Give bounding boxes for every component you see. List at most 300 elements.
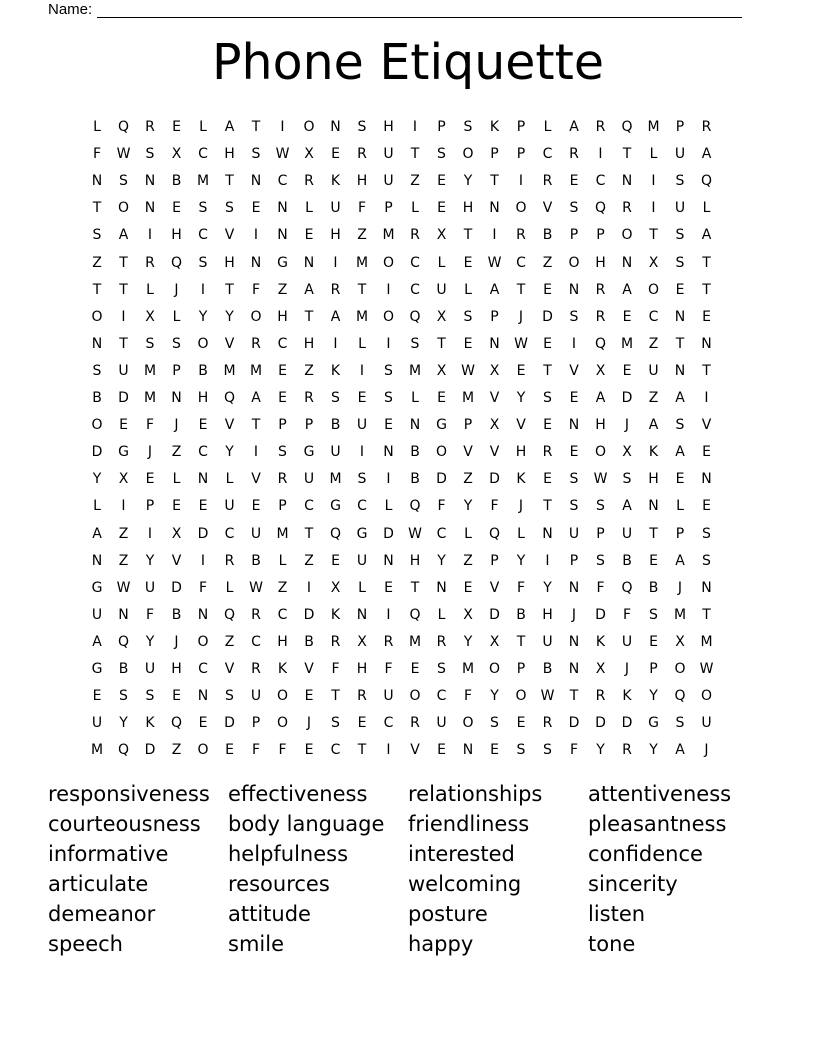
grid-letter[interactable]: T [357,281,367,298]
grid-letter[interactable]: K [145,715,155,732]
grid-letter[interactable]: E [702,498,711,515]
grid-letter[interactable]: P [437,119,446,135]
grid-letter[interactable]: Z [542,254,553,271]
grid-letter[interactable]: T [649,525,658,542]
grid-letter[interactable]: Y [596,742,605,759]
grid-letter[interactable]: S [145,146,155,163]
grid-letter[interactable]: O [197,742,209,759]
grid-letter[interactable]: J [174,417,179,434]
grid-letter[interactable]: E [410,661,420,677]
grid-letter[interactable]: R [595,281,606,298]
grid-letter[interactable]: U [621,633,633,650]
grid-letter[interactable]: R [251,606,261,623]
grid-letter[interactable]: O [515,200,527,217]
grid-letter[interactable]: D [542,308,553,325]
grid-letter[interactable]: R [357,688,367,705]
grid-letter[interactable]: T [225,173,234,190]
grid-letter[interactable]: B [330,417,341,434]
grid-letter[interactable]: E [119,417,128,434]
grid-letter[interactable]: H [224,146,235,163]
grid-letter[interactable]: S [357,471,367,488]
grid-letter[interactable]: L [93,119,101,135]
grid-letter[interactable]: Q [700,173,713,190]
grid-letter[interactable]: E [172,119,181,135]
grid-letter[interactable]: E [198,417,208,434]
grid-letter[interactable]: U [674,200,686,217]
grid-letter[interactable]: V [489,579,500,596]
grid-letter[interactable]: P [596,525,605,542]
grid-letter[interactable]: X [489,633,500,650]
grid-letter[interactable]: F [596,579,605,596]
grid-letter[interactable]: T [92,200,102,217]
grid-letter[interactable]: X [436,308,447,325]
grid-letter[interactable]: A [92,633,102,650]
grid-letter[interactable]: L [278,552,287,569]
grid-letter[interactable]: E [357,715,367,732]
grid-letter[interactable]: J [174,281,179,298]
grid-letter[interactable]: U [303,471,315,488]
grid-letter[interactable]: A [304,281,314,298]
grid-letter[interactable]: D [595,606,606,623]
grid-letter[interactable]: I [306,579,312,596]
grid-letter[interactable]: I [598,146,603,163]
grid-letter[interactable]: Y [198,308,208,325]
grid-letter[interactable]: N [144,173,156,190]
grid-letter[interactable]: Q [674,688,686,705]
grid-letter[interactable]: B [92,390,102,406]
grid-letter[interactable]: T [702,606,711,623]
grid-letter[interactable]: N [648,498,659,515]
grid-letter[interactable]: C [198,146,208,163]
grid-letter[interactable]: V [516,417,526,434]
grid-letter[interactable]: L [543,119,552,135]
grid-letter[interactable]: M [329,471,342,488]
grid-letter[interactable]: S [675,227,685,244]
grid-letter[interactable]: I [333,335,338,352]
grid-letter[interactable]: E [145,471,155,488]
grid-letter[interactable]: U [118,362,129,379]
grid-letter[interactable]: I [359,444,365,461]
grid-letter[interactable]: R [436,633,447,650]
grid-letter[interactable]: U [356,552,368,569]
grid-letter[interactable]: T [649,227,658,244]
grid-letter[interactable]: S [675,715,685,732]
grid-letter[interactable]: O [647,281,660,298]
grid-letter[interactable]: H [356,661,368,677]
grid-letter[interactable]: M [143,390,157,406]
grid-letter[interactable]: V [251,471,261,488]
grid-letter[interactable]: A [675,742,685,759]
grid-letter[interactable]: I [280,119,285,135]
grid-letter[interactable]: S [384,362,393,379]
grid-letter[interactable]: X [171,146,182,163]
grid-letter[interactable]: F [251,742,261,759]
grid-letter[interactable]: I [386,335,391,352]
grid-letter[interactable]: U [436,715,447,732]
grid-letter[interactable]: D [197,525,209,542]
grid-letter[interactable]: Z [648,335,659,352]
grid-letter[interactable]: Q [621,119,633,135]
grid-letter[interactable]: A [648,417,659,434]
grid-letter[interactable]: A [489,281,500,298]
grid-letter[interactable]: T [304,525,314,542]
grid-letter[interactable]: R [622,742,632,759]
grid-letter[interactable]: M [461,661,475,677]
grid-letter[interactable]: H [595,417,606,434]
grid-letter[interactable]: J [677,579,683,596]
grid-letter[interactable]: V [224,661,235,677]
grid-letter[interactable]: N [489,335,500,352]
grid-letter[interactable]: N [701,471,712,488]
grid-letter[interactable]: T [569,688,579,705]
grid-letter[interactable]: R [383,633,394,650]
grid-letter[interactable]: D [595,715,606,732]
grid-letter[interactable]: F [145,606,155,623]
grid-letter[interactable]: E [569,390,579,406]
grid-letter[interactable]: Z [304,362,314,379]
grid-letter[interactable]: T [543,498,552,515]
grid-letter[interactable]: H [648,471,659,488]
grid-letter[interactable]: S [357,119,367,135]
grid-letter[interactable]: X [675,633,685,650]
grid-letter[interactable]: Q [117,742,130,759]
grid-letter[interactable]: C [198,227,208,244]
grid-letter[interactable]: N [436,579,447,596]
grid-letter[interactable]: T [516,633,526,650]
grid-letter[interactable]: N [303,254,315,271]
grid-letter[interactable]: N [568,633,580,650]
grid-letter[interactable]: T [357,742,367,759]
grid-letter[interactable]: Q [117,633,130,650]
grid-letter[interactable]: W [249,579,263,596]
grid-letter[interactable]: L [702,200,711,217]
grid-letter[interactable]: S [278,444,287,461]
grid-letter[interactable]: Z [171,444,182,461]
grid-letter[interactable]: Z [118,525,129,542]
grid-letter[interactable]: O [700,688,713,705]
grid-letter[interactable]: J [624,417,630,434]
grid-letter[interactable]: Q [223,606,236,623]
grid-letter[interactable]: Q [409,308,421,325]
grid-letter[interactable]: E [622,308,632,325]
grid-letter[interactable]: R [595,119,606,135]
grid-letter[interactable]: T [516,281,526,298]
grid-letter[interactable]: U [542,633,553,650]
grid-letter[interactable]: I [651,200,656,217]
grid-letter[interactable]: G [356,525,368,542]
grid-letter[interactable]: J [571,606,577,623]
grid-letter[interactable]: A [622,281,632,298]
grid-letter[interactable]: C [357,498,367,515]
grid-letter[interactable]: K [595,633,606,650]
grid-letter[interactable]: T [251,417,261,434]
grid-letter[interactable]: T [119,335,128,352]
grid-letter[interactable]: L [225,471,234,488]
grid-letter[interactable]: D [91,444,103,461]
grid-letter[interactable]: C [277,606,288,623]
grid-letter[interactable]: K [330,362,341,379]
grid-letter[interactable]: B [542,227,553,244]
grid-letter[interactable]: O [276,715,289,732]
grid-letter[interactable]: H [515,444,527,461]
grid-letter[interactable]: R [569,146,579,163]
grid-letter[interactable]: O [382,254,395,271]
grid-letter[interactable]: D [489,606,500,623]
grid-letter[interactable]: O [91,308,103,325]
grid-letter[interactable]: M [700,633,713,650]
grid-letter[interactable]: B [622,552,632,569]
grid-letter[interactable]: A [118,227,129,244]
grid-letter[interactable]: E [225,742,234,759]
grid-letter[interactable]: A [251,390,261,406]
grid-letter[interactable]: N [701,335,712,352]
grid-letter[interactable]: Y [225,444,234,461]
grid-letter[interactable]: R [410,715,420,732]
grid-letter[interactable]: C [516,254,526,271]
grid-letter[interactable]: P [304,417,314,434]
grid-letter[interactable]: H [409,552,421,569]
grid-letter[interactable]: O [197,633,209,650]
grid-letter[interactable]: J [624,661,630,677]
grid-letter[interactable]: H [224,254,235,271]
grid-letter[interactable]: P [278,417,287,434]
grid-letter[interactable]: V [463,444,473,461]
grid-letter[interactable]: T [410,579,420,596]
grid-letter[interactable]: X [622,444,632,461]
grid-letter[interactable]: D [621,715,633,732]
grid-letter[interactable]: L [93,498,101,515]
grid-letter[interactable]: Z [357,227,367,244]
grid-letter[interactable]: P [490,146,499,163]
grid-letter[interactable]: H [277,633,288,650]
grid-letter[interactable]: S [145,335,155,352]
grid-letter[interactable]: E [543,335,552,352]
grid-letter[interactable]: S [437,661,446,677]
grid-letter[interactable]: F [145,417,155,434]
grid-letter[interactable]: L [225,579,234,596]
grid-letter[interactable]: A [224,119,235,135]
grid-letter[interactable]: X [595,661,606,677]
grid-letter[interactable]: P [569,227,579,244]
grid-letter[interactable]: E [384,579,393,596]
grid-letter[interactable]: G [91,579,103,596]
grid-letter[interactable]: L [676,498,684,515]
grid-letter[interactable]: M [249,362,263,379]
grid-letter[interactable]: N [91,173,103,190]
grid-letter[interactable]: U [621,525,633,542]
grid-letter[interactable]: I [253,444,259,461]
grid-letter[interactable]: L [358,335,366,352]
grid-letter[interactable]: K [330,173,341,190]
grid-letter[interactable]: E [331,552,340,569]
grid-letter[interactable]: N [409,417,421,434]
grid-letter[interactable]: K [648,444,659,461]
grid-letter[interactable]: L [464,281,472,298]
grid-letter[interactable]: A [675,444,685,461]
grid-letter[interactable]: C [330,742,341,759]
grid-letter[interactable]: E [251,498,261,515]
grid-letter[interactable]: V [224,417,235,434]
grid-letter[interactable]: M [673,606,687,623]
grid-letter[interactable]: N [568,661,580,677]
grid-letter[interactable]: O [91,417,103,434]
grid-letter[interactable]: T [225,281,234,298]
grid-letter[interactable]: Q [409,498,421,515]
grid-letter[interactable]: Q [488,525,501,542]
grid-letter[interactable]: U [250,688,262,705]
grid-letter[interactable]: Z [463,552,473,569]
grid-letter[interactable]: E [384,417,393,434]
grid-letter[interactable]: V [542,200,553,217]
grid-letter[interactable]: R [595,688,606,705]
grid-letter[interactable]: P [490,552,499,569]
grid-letter[interactable]: P [251,715,261,732]
grid-letter[interactable]: L [411,200,419,217]
grid-letter[interactable]: F [569,742,579,759]
grid-letter[interactable]: Y [145,633,155,650]
grid-letter[interactable]: V [489,444,500,461]
grid-letter[interactable]: M [223,362,236,379]
grid-letter[interactable]: S [675,417,685,434]
grid-letter[interactable]: B [410,471,420,488]
grid-letter[interactable]: E [331,146,340,163]
grid-letter[interactable]: E [649,552,658,569]
grid-letter[interactable]: H [277,308,288,325]
grid-letter[interactable]: T [543,362,552,379]
grid-letter[interactable]: I [147,227,153,244]
grid-letter[interactable]: K [516,471,526,488]
grid-letter[interactable]: O [674,661,686,677]
grid-letter[interactable]: S [92,227,102,244]
grid-letter[interactable]: I [333,254,338,271]
grid-letter[interactable]: I [412,119,418,135]
grid-letter[interactable]: H [197,390,209,406]
grid-letter[interactable]: C [277,335,288,352]
grid-letter[interactable]: E [304,742,314,759]
grid-letter[interactable]: C [410,254,420,271]
grid-letter[interactable]: I [147,525,153,542]
grid-letter[interactable]: G [436,417,447,434]
grid-letter[interactable]: O [382,308,395,325]
grid-letter[interactable]: K [622,688,632,705]
grid-letter[interactable]: R [304,173,314,190]
grid-letter[interactable]: B [171,606,182,623]
grid-letter[interactable]: I [386,606,391,623]
grid-letter[interactable]: L [172,308,181,325]
grid-letter[interactable]: O [276,688,289,705]
grid-letter[interactable]: L [146,281,154,298]
grid-letter[interactable]: N [144,200,156,217]
grid-letter[interactable]: M [382,227,395,244]
grid-letter[interactable]: E [702,308,711,325]
grid-letter[interactable]: T [702,362,711,379]
grid-letter[interactable]: M [143,362,157,379]
grid-letter[interactable]: I [121,308,126,325]
grid-letter[interactable]: N [171,390,182,406]
grid-letter[interactable]: T [463,227,473,244]
grid-letter[interactable]: S [437,146,446,163]
grid-letter[interactable]: R [542,715,553,732]
grid-letter[interactable]: D [383,525,394,542]
grid-letter[interactable]: Y [145,552,155,569]
grid-letter[interactable]: X [436,362,447,379]
grid-letter[interactable]: G [118,444,129,461]
grid-letter[interactable]: M [196,173,210,190]
grid-letter[interactable]: E [278,390,287,406]
grid-letter[interactable]: H [330,227,341,244]
grid-letter[interactable]: C [410,281,420,298]
grid-letter[interactable]: L [199,119,207,135]
grid-letter[interactable]: S [675,254,685,271]
grid-letter[interactable]: B [251,552,261,569]
grid-letter[interactable]: T [119,254,128,271]
grid-letter[interactable]: T [702,281,711,298]
grid-letter[interactable]: N [621,173,633,190]
grid-letter[interactable]: E [437,742,446,759]
grid-letter[interactable]: R [516,227,526,244]
grid-letter[interactable]: Z [304,552,314,569]
grid-letter[interactable]: K [330,606,341,623]
grid-letter[interactable]: L [517,525,525,542]
grid-letter[interactable]: M [408,633,422,650]
grid-letter[interactable]: A [92,525,102,542]
grid-letter[interactable]: U [383,173,394,190]
grid-letter[interactable]: O [488,661,501,677]
grid-letter[interactable]: S [198,254,208,271]
grid-letter[interactable]: D [303,606,315,623]
grid-letter[interactable]: R [330,633,341,650]
grid-letter[interactable]: R [595,308,606,325]
grid-letter[interactable]: R [622,200,632,217]
grid-letter[interactable]: X [304,146,314,163]
grid-letter[interactable]: E [251,200,261,217]
grid-letter[interactable]: B [171,173,182,190]
grid-letter[interactable]: A [675,552,685,569]
grid-letter[interactable]: P [516,661,526,677]
grid-letter[interactable]: D [436,471,447,488]
grid-letter[interactable]: E [437,390,446,406]
grid-letter[interactable]: I [121,498,126,515]
grid-letter[interactable]: Y [516,390,526,406]
grid-letter[interactable]: F [384,661,393,677]
grid-letter[interactable]: O [409,688,421,705]
grid-letter[interactable]: Y [463,498,473,515]
grid-letter[interactable]: W [540,688,555,705]
grid-letter[interactable]: R [251,335,261,352]
grid-letter[interactable]: I [200,552,206,569]
grid-letter[interactable]: W [514,335,528,352]
grid-letter[interactable]: C [436,688,447,705]
grid-letter[interactable]: E [463,335,473,352]
grid-letter[interactable]: X [463,606,473,623]
grid-letter[interactable]: G [648,715,659,732]
grid-letter[interactable]: N [568,579,580,596]
grid-letter[interactable]: L [305,200,313,217]
grid-letter[interactable]: P [596,227,605,244]
grid-letter[interactable]: U [383,146,394,163]
grid-letter[interactable]: Q [409,606,421,623]
grid-letter[interactable]: T [437,335,446,352]
grid-letter[interactable]: T [622,146,632,163]
grid-letter[interactable]: U [356,417,368,434]
grid-letter[interactable]: G [330,498,341,515]
grid-letter[interactable]: S [702,552,711,569]
grid-letter[interactable]: J [306,715,312,732]
grid-letter[interactable]: D [171,579,182,596]
grid-letter[interactable]: U [330,200,341,217]
grid-letter[interactable]: H [356,173,368,190]
grid-letter[interactable]: V [701,417,712,434]
